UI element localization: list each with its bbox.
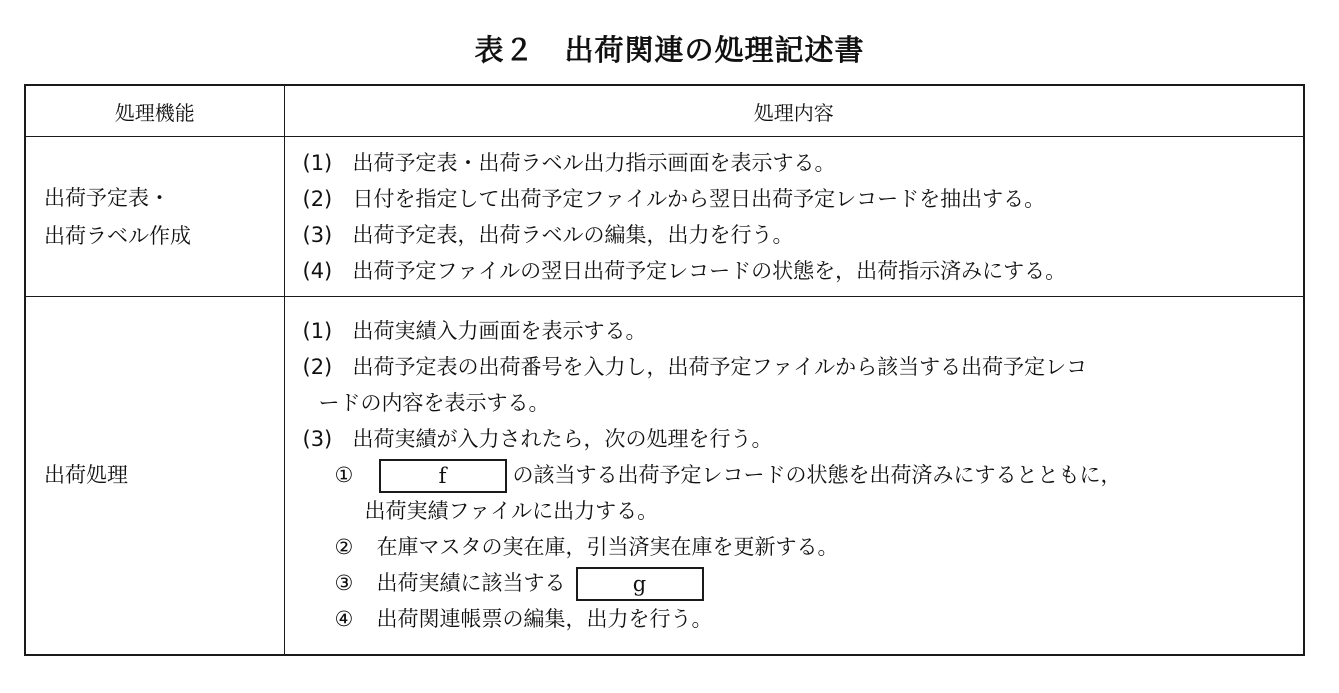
header-content: 処理内容 [284,85,1304,137]
answer-blank-f: f [379,459,507,493]
substep-line [303,565,1294,601]
step-number: (1) [302,319,333,344]
answer-blank-g: g [576,567,704,601]
step-line [303,181,1294,217]
step-number: (1) [302,150,333,175]
table-row [25,137,1304,297]
table-row [25,297,1304,655]
step-line [303,421,1294,457]
function-cell [25,137,284,297]
step-text: 出荷予定表，出荷ラベルの編集，出力を行う。 [352,222,794,247]
step-number: (3) [302,427,333,452]
function-label-line: 出荷予定表・ [44,185,170,210]
step-number: (2) [302,186,333,211]
function-label-line: 出荷ラベル作成 [44,223,191,248]
function-label-line: 出荷処理 [44,463,128,488]
substep-line [303,601,1294,637]
step-text: 出荷予定表の出荷番号を入力し，出荷予定ファイルから該当する出荷予定レコ [352,355,1088,380]
step-line [303,349,1294,385]
substep-text: の該当する出荷予定レコードの状態を出荷済みにするとともに， [512,463,1122,488]
substep-text: 出荷実績に該当する [376,571,566,596]
substep-continuation: 出荷実績ファイルに出力する。 [364,499,659,524]
step-line [303,253,1294,289]
substep-mark: ② [334,535,354,560]
substep-mark: ③ [334,571,354,596]
step-number: (4) [302,258,333,283]
function-cell [25,297,284,655]
substep-mark: ① [334,463,354,488]
table-header-row [25,85,1304,137]
step-line [303,145,1294,181]
substep-mark: ④ [334,607,354,632]
header-function: 処理機能 [25,85,284,137]
step-text: 日付を指定して出荷予定ファイルから翌日出荷予定レコードを抽出する。 [352,186,1046,211]
step-line [303,217,1294,253]
step-text: 出荷実績が入力されたら，次の処理を行う。 [352,427,773,452]
step-line [303,313,1294,349]
step-text: 出荷実績入力画面を表示する。 [352,319,647,344]
substep-line [303,529,1294,565]
table-title: 表２ 出荷関連の処理記述書 [474,33,865,67]
content-cell [284,297,1304,655]
step-continuation: ードの内容を表示する。 [318,391,550,416]
step-text: 出荷予定表・出荷ラベル出力指示画面を表示する。 [352,150,836,175]
step-number: (2) [302,355,333,380]
substep-line [303,457,1294,493]
step-number: (3) [302,222,333,247]
content-cell [284,137,1304,297]
process-description-table [24,84,1305,656]
substep-text: 在庫マスタの実在庫，引当済実在庫を更新する。 [376,535,839,560]
substep-text: 出荷関連帳票の編集，出力を行う。 [376,607,713,632]
step-text: 出荷予定ファイルの翌日出荷予定レコードの状態を，出荷指示済みにする。 [352,258,1067,283]
